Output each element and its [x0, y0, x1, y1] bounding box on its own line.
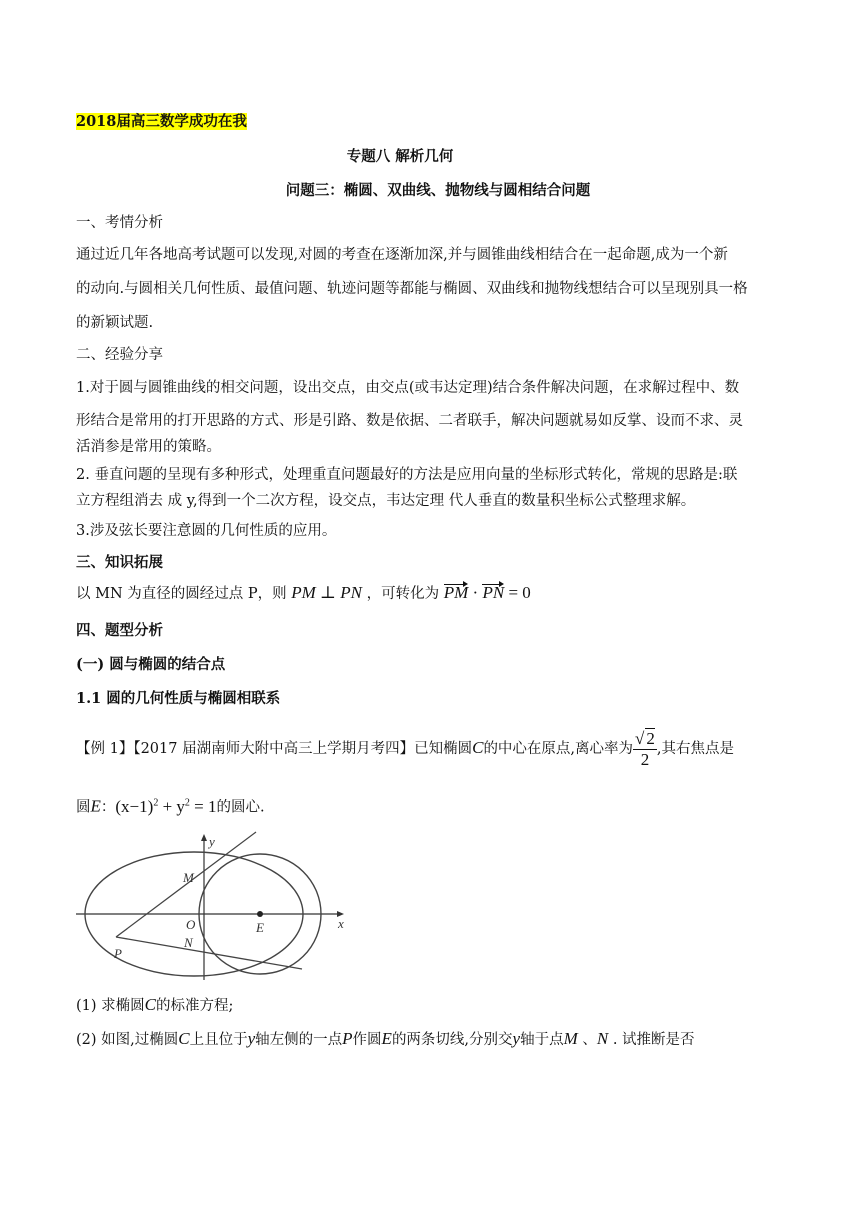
section-heading-1: 一、考情分析: [76, 215, 163, 231]
label-p: P: [114, 946, 122, 961]
subsection-heading: (一) 圆与椭圆的结合点: [76, 656, 226, 673]
header-tag: 2018届高三数学成功在我: [76, 113, 247, 130]
label-x: x: [338, 916, 344, 931]
label-e: E: [256, 920, 264, 935]
label-y: y: [209, 834, 215, 849]
tangent-line-pn: [116, 937, 302, 969]
section-heading-3: 三、知识拓展: [76, 554, 163, 571]
paragraph-line: 的动向.与圆相关几何性质、最值问题、轨迹问题等都能与椭圆、双曲线和抛物线想结合可以呈现别具一格: [76, 281, 748, 297]
y-axis-arrow: [201, 834, 207, 841]
vector-pn: PN: [482, 583, 505, 602]
example-line-2: 圆E：$(x-1)^2 + y^2 = 1$的圆心.: [76, 796, 265, 816]
paragraph-line: 活消参是常用的策略。: [76, 439, 221, 455]
section-heading-4: 四、题型分析: [76, 622, 163, 639]
knowledge-line: 以 MN 为直径的圆经过点 P，则 PM ⊥ PN ，可转化为 PM · PN = 0: [76, 583, 531, 602]
paragraph-line: 3.涉及弦长要注意圆的几何性质的应用。: [76, 523, 337, 539]
question-1: (1) 求椭圆C的标准方程;: [76, 995, 234, 1014]
label-m: M: [183, 870, 194, 885]
page-subtitle: 问题三：椭圆、双曲线、抛物线与圆相结合问题: [285, 182, 591, 199]
paragraph-line: 2. 垂直问题的呈现有多种形式，处理重直问题最好的方法是应用向量的坐标形式转化，常规的思路是:联: [76, 467, 738, 483]
question-2: (2) 如图,过椭圆C上且位于y轴左侧的一点P作圆E的两条切线,分别交y轴于点M 、N . 试推断是否: [76, 1029, 695, 1048]
point-e: [257, 911, 263, 917]
subsection-heading: 1.1 圆的几何性质与椭圆相联系: [76, 690, 281, 707]
paragraph-line: 形结合是常用的打开思路的方式、形是引路、数是依据、二者联手，解决问题就易如反掌、设而不求、灵: [76, 413, 743, 429]
label-o: O: [186, 917, 196, 932]
page-title: 专题八 解析几何: [346, 148, 454, 165]
paragraph-line: 立方程组消去 成 y,得到一个二次方程，设交点，韦达定理 代人垂直的数量积坐标公式整理求解。: [76, 493, 696, 509]
paragraph-line: 通过近几年各地高考试题可以发现,对圆的考查在逐渐加深,并与圆锥曲线相结合在一起命题,成为一个新: [76, 247, 728, 263]
ellipse-circle-figure: [76, 830, 351, 980]
vector-pm: PM: [443, 583, 469, 602]
section-heading-2: 二、经验分享: [76, 347, 163, 363]
eccentricity-fraction: $\frac{√ 2}{2}$: [635, 729, 655, 769]
paragraph-line: 的新颖试题.: [76, 315, 154, 331]
example-line-1: 【例 1】【2017 届湖南师大附中高三上学期月考四】已知椭圆C的中心在原点,离心率为 $\frac{√ 2}{2}$ ,其右焦点是: [76, 729, 734, 769]
label-n: N: [184, 935, 193, 950]
paragraph-line: 1.对于圆与圆锥曲线的相交问题，设出交点，由交点(或韦达定理)结合条件解决问题，在求解过程中、数: [76, 380, 740, 396]
